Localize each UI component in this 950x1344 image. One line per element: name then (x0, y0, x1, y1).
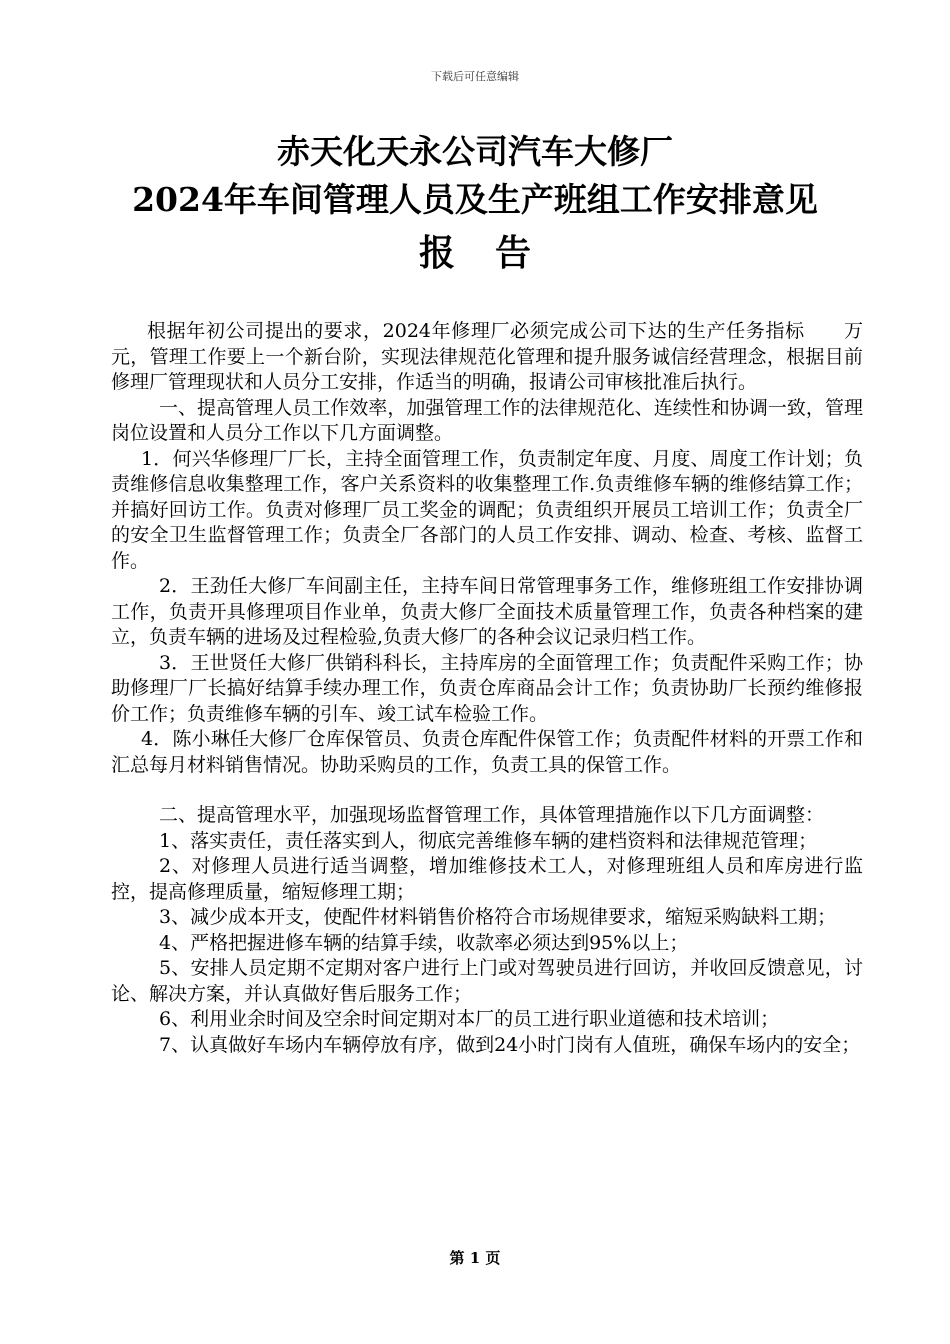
paragraph-item-2-5: 5、安排人员定期不定期对客户进行上门或对驾驶员进行回访，并收回反馈意见，讨论、解决方案，并认真做好售后服务工作； (111, 957, 863, 1005)
title-company: 赤天化天永公司汽车大修厂 (277, 132, 673, 171)
paragraph-item-2-7: 7、认真做好车场内车辆停放有序，做到24小时门岗有人值班，确保车场内的安全； (159, 1033, 861, 1056)
paragraph-item-1-2: 2．王劲任大修厂车间副主任，主持车间日常管理事务工作，维修班组工作安排协调工作，负责开具修理项目作业单，负责大修厂全面技术质量管理工作，负责各种档案的建立，负责车辆的进场及过程检验,负责大修厂的各种会议记录归档工作。 (111, 575, 863, 648)
paragraph-section-2: 二、提高管理水平，加强现场监督管理工作，具体管理措施作以下几方面调整： (159, 804, 825, 826)
paragraph-item-2-3: 3、减少成本开支，使配件材料销售价格符合市场规律要求，缩短采购缺料工期； (159, 906, 837, 928)
document-body (111, 319, 863, 1058)
paragraph-item-1-3: 3．王世贤任大修厂供销科科长，主持库房的全面管理工作；负责配件采购工作；协助修理厂厂长搞好结算手续办理工作，负责仓库商品会计工作；负责协助厂长预约维修报价工作；负责维修车辆的引车、竣工试车检验工作。 (111, 651, 863, 725)
title-subject: 2024年车间管理人员及生产班组工作安排意见 (132, 180, 818, 219)
paragraph-intro: 根据年初公司提出的要求，2024年修理厂必须完成公司下达的生产任务指标 万元，管理工作要上一个新台阶，实现法律规范化管理和提升服务诚信经营理念，根据目前修理厂管理现状和人员分工安排，作适当的明确，报请公司审核批准后执行。 (111, 320, 863, 393)
paragraph-item-2-2: 2、对修理人员进行适当调整，增加维修技术工人，对修理班组人员和库房进行监控，提高修理质量，缩短修理工期； (111, 855, 863, 903)
paragraph-item-1-1: 1．何兴华修理厂厂长，主持全面管理工作，负责制定年度、月度、周度工作计划；负责维修信息收集整理工作，客户关系资料的收集整理工作.负责维修车辆的维修结算工作；并搞好回访工作。负责对修理厂员工奖金的调配；负责组织开展员工培训工作；负责全厂的安全卫生监督管理工作；负责全厂各部门的人员工作安排、调动、检查、考核、监督工作。 (111, 447, 863, 572)
paragraph-section-1: 一、提高管理人员工作效率，加强管理工作的法律规范化、连续性和协调一致，管理岗位设置和人员分工作以下几方面调整。 (111, 396, 863, 444)
header-note: 下载后可任意编辑 (431, 70, 519, 83)
paragraph-item-2-4: 4、严格把握进修车辆的结算手续，收款率必须达到95%以上； (159, 931, 689, 954)
paragraph-item-2-6: 6、利用业余时间及空余时间定期对本厂的员工进行职业道德和技术培训； (159, 1008, 780, 1030)
paragraph-gap (111, 778, 863, 803)
title-report: 报告 (418, 232, 571, 274)
paragraph-item-2-1: 1、落实责任，责任落实到人，彻底完善维修车辆的建档资料和法律规范管理； (159, 829, 818, 852)
page-number: 第 1 页 (449, 1249, 501, 1267)
paragraph-item-1-4: 4．陈小琳任大修厂仓库保管员、负责仓库配件保管工作；负责配件材料的开票工作和汇总每月材料销售情况。协助采购员的工作，负责工具的保管工作。 (111, 728, 863, 776)
